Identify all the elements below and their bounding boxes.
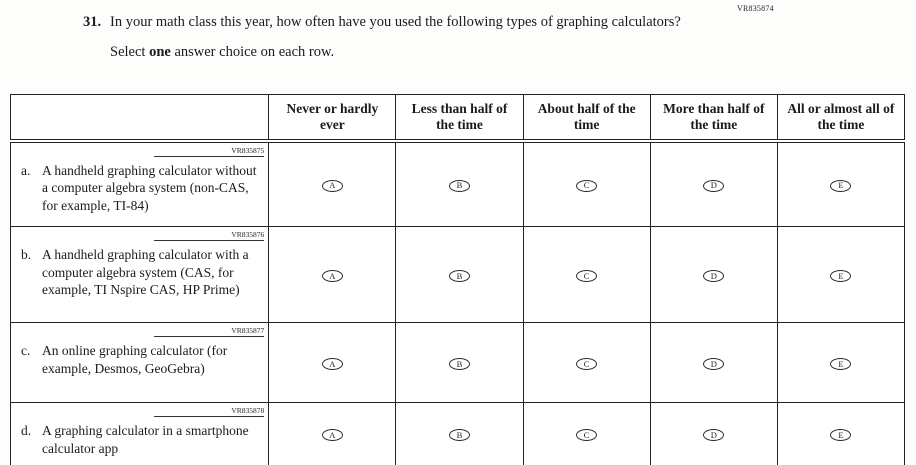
option-a-1[interactable]: A [322, 180, 343, 192]
table-row-b [11, 227, 905, 323]
option-cell [396, 141, 523, 227]
option-d-3[interactable]: C [576, 429, 597, 441]
option-cell [777, 141, 904, 227]
row-text: A graphing calculator in a smartphone calculator app [42, 423, 249, 456]
header-stub-cell [11, 95, 269, 141]
question-text: In your math class this year, how often have you used the following types of graphing calculators? [110, 14, 681, 30]
option-d-4[interactable]: D [703, 429, 724, 441]
column-header-all: All or almost all of the time [777, 95, 904, 141]
row-letter: d. [21, 423, 32, 438]
option-a-4[interactable]: D [703, 180, 724, 192]
option-a-2[interactable]: B [449, 180, 470, 192]
option-cell [650, 403, 777, 465]
instruction-prefix: Select [110, 43, 150, 60]
option-d-1[interactable]: A [322, 429, 343, 441]
table-row-c [11, 323, 905, 403]
option-a-5[interactable]: E [830, 180, 851, 192]
table-row-a [11, 141, 905, 227]
row-label-cell [11, 227, 269, 323]
row-label-cell [11, 403, 269, 465]
option-b-2[interactable]: B [449, 270, 470, 282]
row-text: A handheld graphing calculator with a computer algebra system (CAS, for example, TI Nspire CAS, HP Prime) [42, 247, 249, 298]
row-letter: c. [21, 343, 31, 358]
option-cell [777, 227, 904, 323]
option-cell [269, 227, 396, 323]
option-cell [269, 403, 396, 465]
option-cell [523, 227, 650, 323]
option-b-3[interactable]: C [576, 270, 597, 282]
option-cell [650, 227, 777, 323]
row-label [21, 162, 260, 215]
option-cell [396, 227, 523, 323]
column-header-more-than-half: More than half of the time [650, 95, 777, 141]
row-code: VR835878 [154, 406, 264, 417]
row-label [21, 246, 260, 299]
option-cell [523, 323, 650, 403]
row-text: A handheld graphing calculator without a computer algebra system (non-CAS, for example, TI-84) [42, 162, 257, 213]
option-cell [650, 141, 777, 227]
option-c-3[interactable]: C [576, 358, 597, 370]
response-grid [10, 94, 905, 465]
table-row-d [11, 403, 905, 465]
option-cell [777, 323, 904, 403]
row-label [21, 342, 260, 377]
row-label [21, 422, 260, 457]
option-d-5[interactable]: E [830, 429, 851, 441]
option-c-2[interactable]: B [449, 358, 470, 370]
row-code: VR835875 [154, 146, 264, 157]
option-d-2[interactable]: B [449, 429, 470, 441]
question-number: 31. [83, 14, 102, 30]
option-c-5[interactable]: E [830, 358, 851, 370]
header-row [11, 95, 905, 141]
option-cell [523, 141, 650, 227]
option-cell [269, 141, 396, 227]
option-cell [523, 403, 650, 465]
option-b-1[interactable]: A [322, 270, 343, 282]
option-c-4[interactable]: D [703, 358, 724, 370]
question-line [83, 13, 733, 33]
option-b-5[interactable]: E [830, 270, 851, 282]
row-text: An online graphing calculator (for example, Desmos, GeoGebra) [42, 343, 228, 376]
option-cell [269, 323, 396, 403]
option-a-3[interactable]: C [576, 180, 597, 192]
question-block [83, 13, 733, 61]
column-header-never: Never or hardly ever [269, 95, 396, 141]
column-header-about-half: About half of the time [523, 95, 650, 141]
row-letter: b. [21, 247, 32, 262]
column-header-less-than-half: Less than half of the time [396, 95, 523, 141]
option-b-4[interactable]: D [703, 270, 724, 282]
form-code: VR835874 [737, 4, 774, 13]
instruction-bold: one [149, 43, 171, 60]
row-code: VR835876 [154, 230, 264, 241]
row-letter: a. [21, 162, 31, 178]
row-label-cell [11, 141, 269, 227]
option-cell [650, 323, 777, 403]
instruction-suffix: answer choice on each row. [170, 43, 335, 60]
option-cell [777, 403, 904, 465]
option-cell [396, 403, 523, 465]
row-label-cell [11, 323, 269, 403]
row-code: VR835877 [154, 326, 264, 337]
option-cell [396, 323, 523, 403]
option-c-1[interactable]: A [322, 358, 343, 370]
question-instruction [83, 44, 733, 61]
